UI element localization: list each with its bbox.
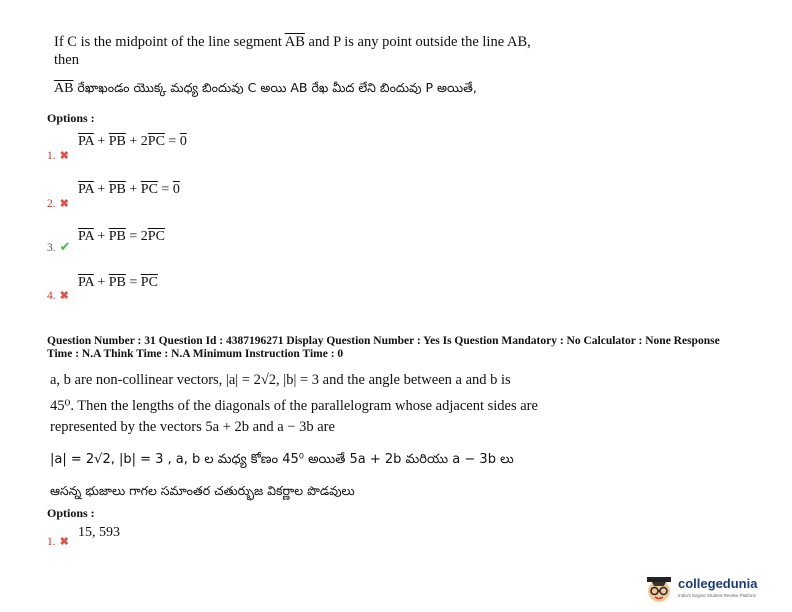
option-number: 1. — [47, 536, 56, 548]
q2-option-1-text: 15, 593 — [78, 525, 120, 540]
q1-text-part-a: If C is the midpoint of the line segment — [54, 34, 285, 50]
check-icon: ✔ — [59, 239, 71, 254]
q1-option-3[interactable] — [47, 238, 71, 256]
collegedunia-logo — [644, 574, 786, 604]
question-meta-line1: Question Number : 31 Question Id : 4387196271 Display Question Number : Yes Is Question Mandatory : No Calculator : None Response — [47, 335, 720, 347]
q1-statement-line1 — [54, 34, 531, 51]
q1-option-3-text: $\overline{PA} + \overline{PB} = 2\overline{PC}$ — [78, 229, 165, 244]
q1-statement-line2: then — [54, 52, 79, 68]
cross-icon: ✖ — [59, 536, 69, 548]
q1-telugu-statement — [54, 80, 477, 99]
q1-option-1-text: $\overline{PA} + \overline{PB} + 2\overline{PC} = 0$ — [78, 134, 187, 149]
cross-icon: ✖ — [59, 150, 69, 162]
q2-option-1[interactable] — [47, 532, 69, 550]
q1-option-4-text: $\overline{PA} + \overline{PB} = \overline{PC}$ — [78, 275, 158, 290]
q1-te-ab: $\overline{AB}$ — [54, 81, 74, 96]
option-number: 1. — [47, 150, 56, 162]
q1-option-1[interactable] — [47, 146, 69, 164]
q2-telugu-line1: |a| = 2√2, |b| = 3 , a, b ల మధ్య కోణం 45⁰ అయితే 5a + 2b మరియు a − 3b లు — [50, 452, 514, 467]
option-number: 4. — [47, 290, 56, 302]
logo-tagline: India's largest Student Review Platform — [678, 593, 757, 598]
logo-name: collegedunia — [678, 576, 758, 591]
q1-ab-vector: $\overline{AB}$ — [284, 34, 305, 50]
option-number: 2. — [47, 198, 56, 210]
q1-option-2[interactable] — [47, 194, 69, 212]
q2-statement-line2: 45⁰. Then the lengths of the diagonals of the parallelogram whose adjacent sides are — [50, 398, 538, 414]
q2-options-label: Options : — [47, 506, 95, 520]
mascot-icon — [644, 574, 674, 604]
q2-statement-line1: a, b are non-collinear vectors, |a| = 2√2, |b| = 3 and the angle between a and b is — [50, 372, 511, 388]
q2-statement-line3: represented by the vectors 5a + 2b and a − 3b are — [50, 419, 335, 435]
q1-te-text: రేఖాఖండం యొక్క మధ్య బిందువు C అయి AB రేఖ మీద లేని బిందువు P అయితే, — [73, 80, 477, 95]
q1-option-4[interactable] — [47, 286, 69, 304]
question-meta-line2: Time : N.A Think Time : N.A Minimum Instruction Time : 0 — [47, 348, 344, 360]
q1-text-part-b: and P is any point outside the line AB, — [304, 34, 531, 50]
q2-telugu-line2: ఆసన్న భుజాలు గాగల సమాంతర చతుర్భుజ వికర్ణాల పొడవులు — [50, 483, 355, 498]
option-number: 3. — [47, 242, 56, 254]
q1-option-2-text: $\overline{PA} + \overline{PB} + \overline{PC} = 0$ — [78, 182, 180, 197]
cross-icon: ✖ — [59, 198, 69, 210]
q1-options-label: Options : — [47, 111, 95, 125]
cross-icon: ✖ — [59, 290, 69, 302]
